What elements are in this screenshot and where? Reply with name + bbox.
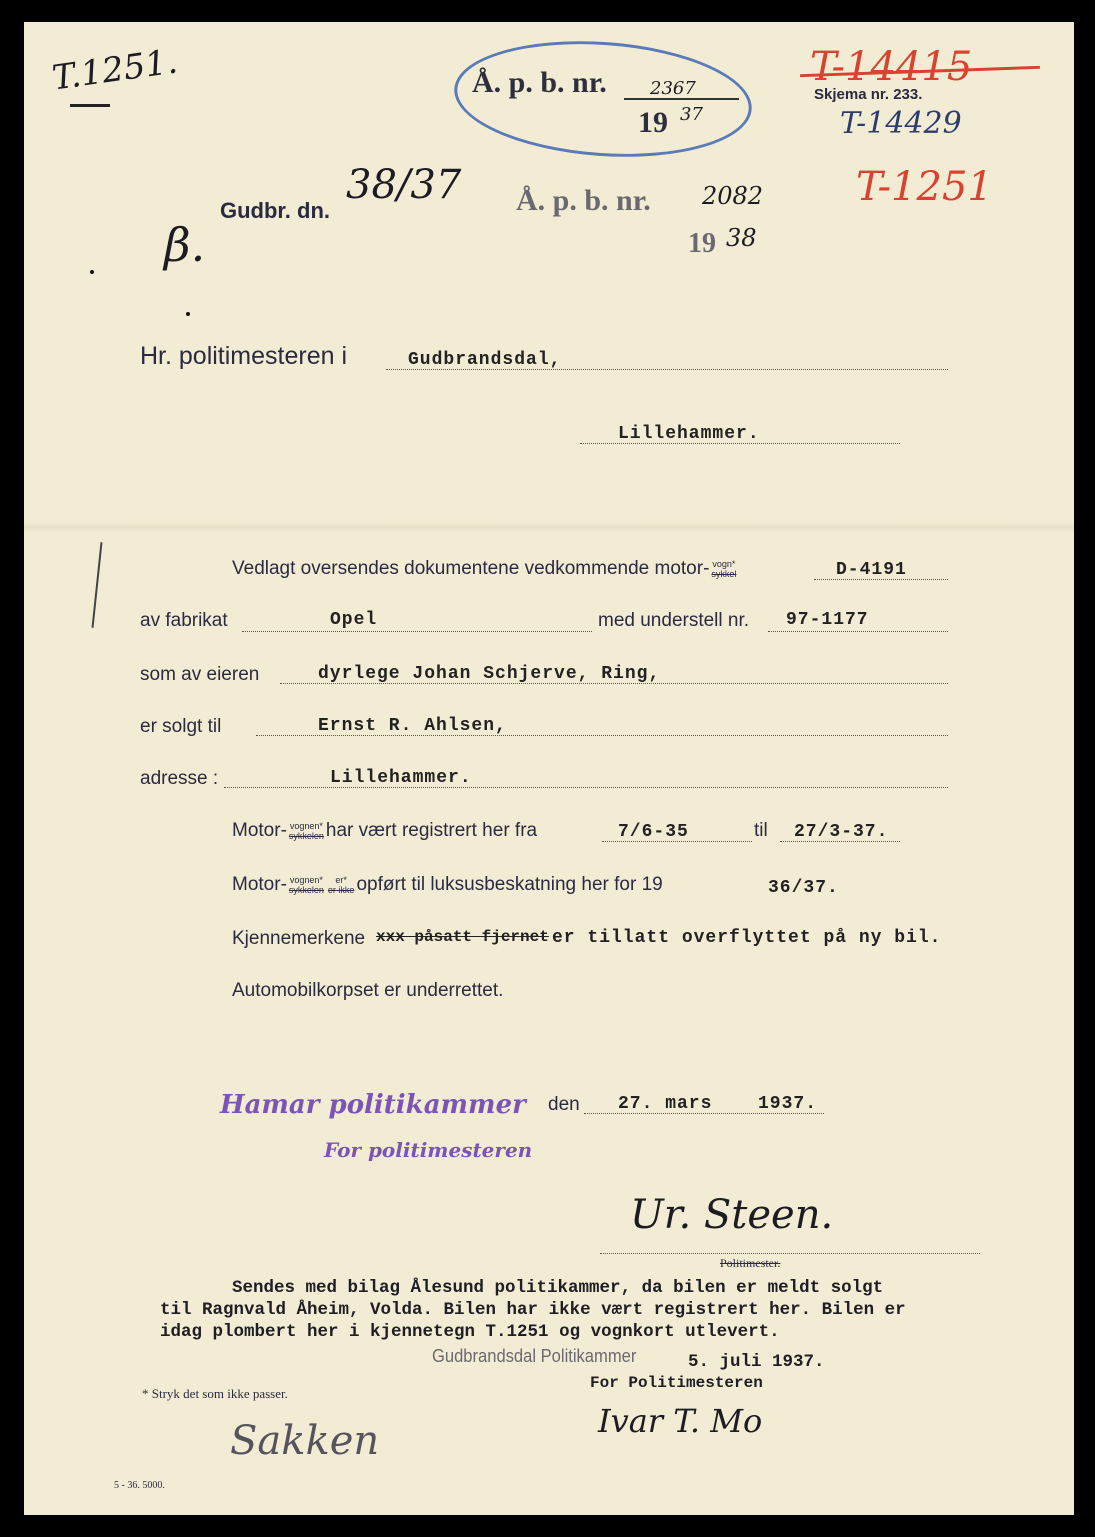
year-value: 1937.	[758, 1094, 818, 1114]
ap-stamp-2-year-prefix: 19	[688, 228, 716, 259]
fabrikat-line	[242, 630, 592, 632]
date-value: 27. mars	[618, 1094, 713, 1114]
motor-prefix-1: Motor-	[232, 820, 287, 841]
footnote: * Stryk det som ikke passer.	[142, 1386, 288, 1401]
kjennemerke-label: Kjennemerkene	[232, 928, 366, 949]
stamp-for-politimester: For politimesteren	[324, 1138, 533, 1162]
endorsement-date: 5. juli 1937.	[688, 1352, 825, 1372]
intro-text	[232, 558, 738, 580]
red-reference-2: T-1251	[856, 164, 993, 210]
addressee-city: Lillehammer.	[618, 424, 760, 444]
understell-value: 97-1177	[786, 610, 869, 630]
ap-stamp-1-year-suffix: 37	[680, 104, 703, 125]
fraction-er-bottom: er ikke	[327, 884, 355, 895]
red-reference-1: T-14415	[810, 44, 973, 90]
signature-line	[600, 1252, 980, 1254]
adresse-value: Lillehammer.	[330, 768, 472, 788]
luksus-value: 36/37.	[768, 878, 839, 898]
ap-stamp-2-label: Å. p. b. nr.	[516, 184, 651, 217]
gudbr-number: 38/37	[346, 162, 462, 208]
automobil-text: Automobilkorpset er underrettet.	[232, 980, 504, 1001]
endorsement-line-2: til Ragnvald Åheim, Volda. Bilen har ikke vært registrert her. Bilen er	[160, 1300, 906, 1320]
fraction-er-top: er*	[335, 874, 347, 885]
document-page	[24, 22, 1074, 1515]
schema-number: Skjema nr. 233.	[814, 86, 923, 103]
fraction-vognen	[289, 821, 324, 841]
top-left-underline	[70, 104, 110, 107]
intro-text-label: Vedlagt oversendes dokumentene vedkommende motor-	[232, 558, 710, 579]
fraction-vogn-bottom: sykkel	[711, 568, 737, 579]
vehicle-reg: D-4191	[836, 560, 907, 580]
fraction-vognen-2-bottom: sykkelen	[288, 884, 324, 895]
til-label: til	[754, 820, 768, 841]
endorsement-line-1: Sendes med bilag Ålesund politikammer, da bilen er meldt solgt	[232, 1278, 884, 1298]
kjennemerke-struck: xxx påsatt fjernet	[376, 928, 549, 946]
solgt-value: Ernst R. Ahlsen,	[318, 716, 507, 736]
understell-line	[768, 630, 948, 632]
addressee-district: Gudbrandsdal,	[408, 350, 562, 370]
politimester-signature: Ur. Steen.	[630, 1192, 834, 1238]
adresse-label: adresse :	[140, 768, 219, 789]
fraction-vogn-top: vogn*	[712, 558, 736, 569]
fraction-vognen-2	[289, 875, 324, 895]
solgt-label: er solgt til	[140, 716, 222, 737]
fabrikat-value: Opel	[330, 610, 378, 630]
kjennemerke-value: er tillatt overflyttet på ny bil.	[552, 928, 942, 948]
blue-reference: T-14429	[840, 106, 962, 141]
understell-label: med understell nr.	[598, 610, 750, 631]
print-code: 5 - 36. 5000.	[114, 1480, 165, 1491]
politimester-label: Politimester.	[720, 1256, 781, 1270]
fabrikat-label: av fabrikat	[140, 610, 228, 631]
luksus-label: opført til luksusbeskatning her for 19	[356, 874, 663, 895]
ap-stamp-1-year-prefix: 19	[638, 106, 668, 139]
ap-stamp-1-number: 2367	[650, 78, 696, 99]
motor-prefix-2: Motor-	[232, 874, 287, 895]
til-value: 27/3-37.	[794, 822, 889, 842]
margin-dot-2	[186, 312, 190, 316]
top-left-reference: T.1251.	[49, 41, 180, 99]
left-margin-mark	[92, 542, 103, 628]
stamp-office: Hamar politikammer	[220, 1090, 526, 1120]
fraction-vognen-bottom: sykkelen	[288, 830, 324, 841]
addressee-prefix: Hr. politimesteren i	[140, 342, 348, 370]
endorsement-signature: Ivar T. Mo	[598, 1402, 763, 1440]
fraction-vognen-top: vognen*	[289, 820, 323, 831]
eier-value: dyrlege Johan Schjerve, Ring,	[318, 664, 661, 684]
ap-stamp-1-dotline	[624, 98, 739, 100]
registrert-label: har vært registrert her fra	[325, 820, 538, 841]
ap-stamp-2-number: 2082	[702, 182, 764, 210]
eier-label: som av eieren	[140, 664, 260, 685]
fra-value: 7/6-35	[618, 822, 689, 842]
luksus-text	[232, 874, 663, 896]
initials-signature: Sakken	[230, 1418, 380, 1464]
fraction-vogn	[711, 559, 736, 579]
endorsement-line-3: idag plombert her i kjennetegn T.1251 og vognkort utlevert.	[160, 1322, 780, 1342]
margin-dot-1	[90, 270, 94, 274]
ap-stamp-2-year-suffix: 38	[726, 224, 757, 252]
fraction-er	[328, 875, 355, 895]
fraction-vognen-2-top: vognen*	[289, 874, 323, 885]
left-initial: β.	[164, 218, 206, 272]
gudbrandsdal-stamp: Gudbrandsdal Politikammer	[432, 1346, 637, 1366]
ap-stamp-1-label: Å. p. b. nr.	[472, 66, 607, 99]
endorsement-for-line: For Politimesteren	[590, 1374, 763, 1392]
gudbr-label: Gudbr. dn.	[220, 198, 330, 223]
registrert-text	[232, 820, 537, 842]
den-label: den	[548, 1094, 580, 1115]
